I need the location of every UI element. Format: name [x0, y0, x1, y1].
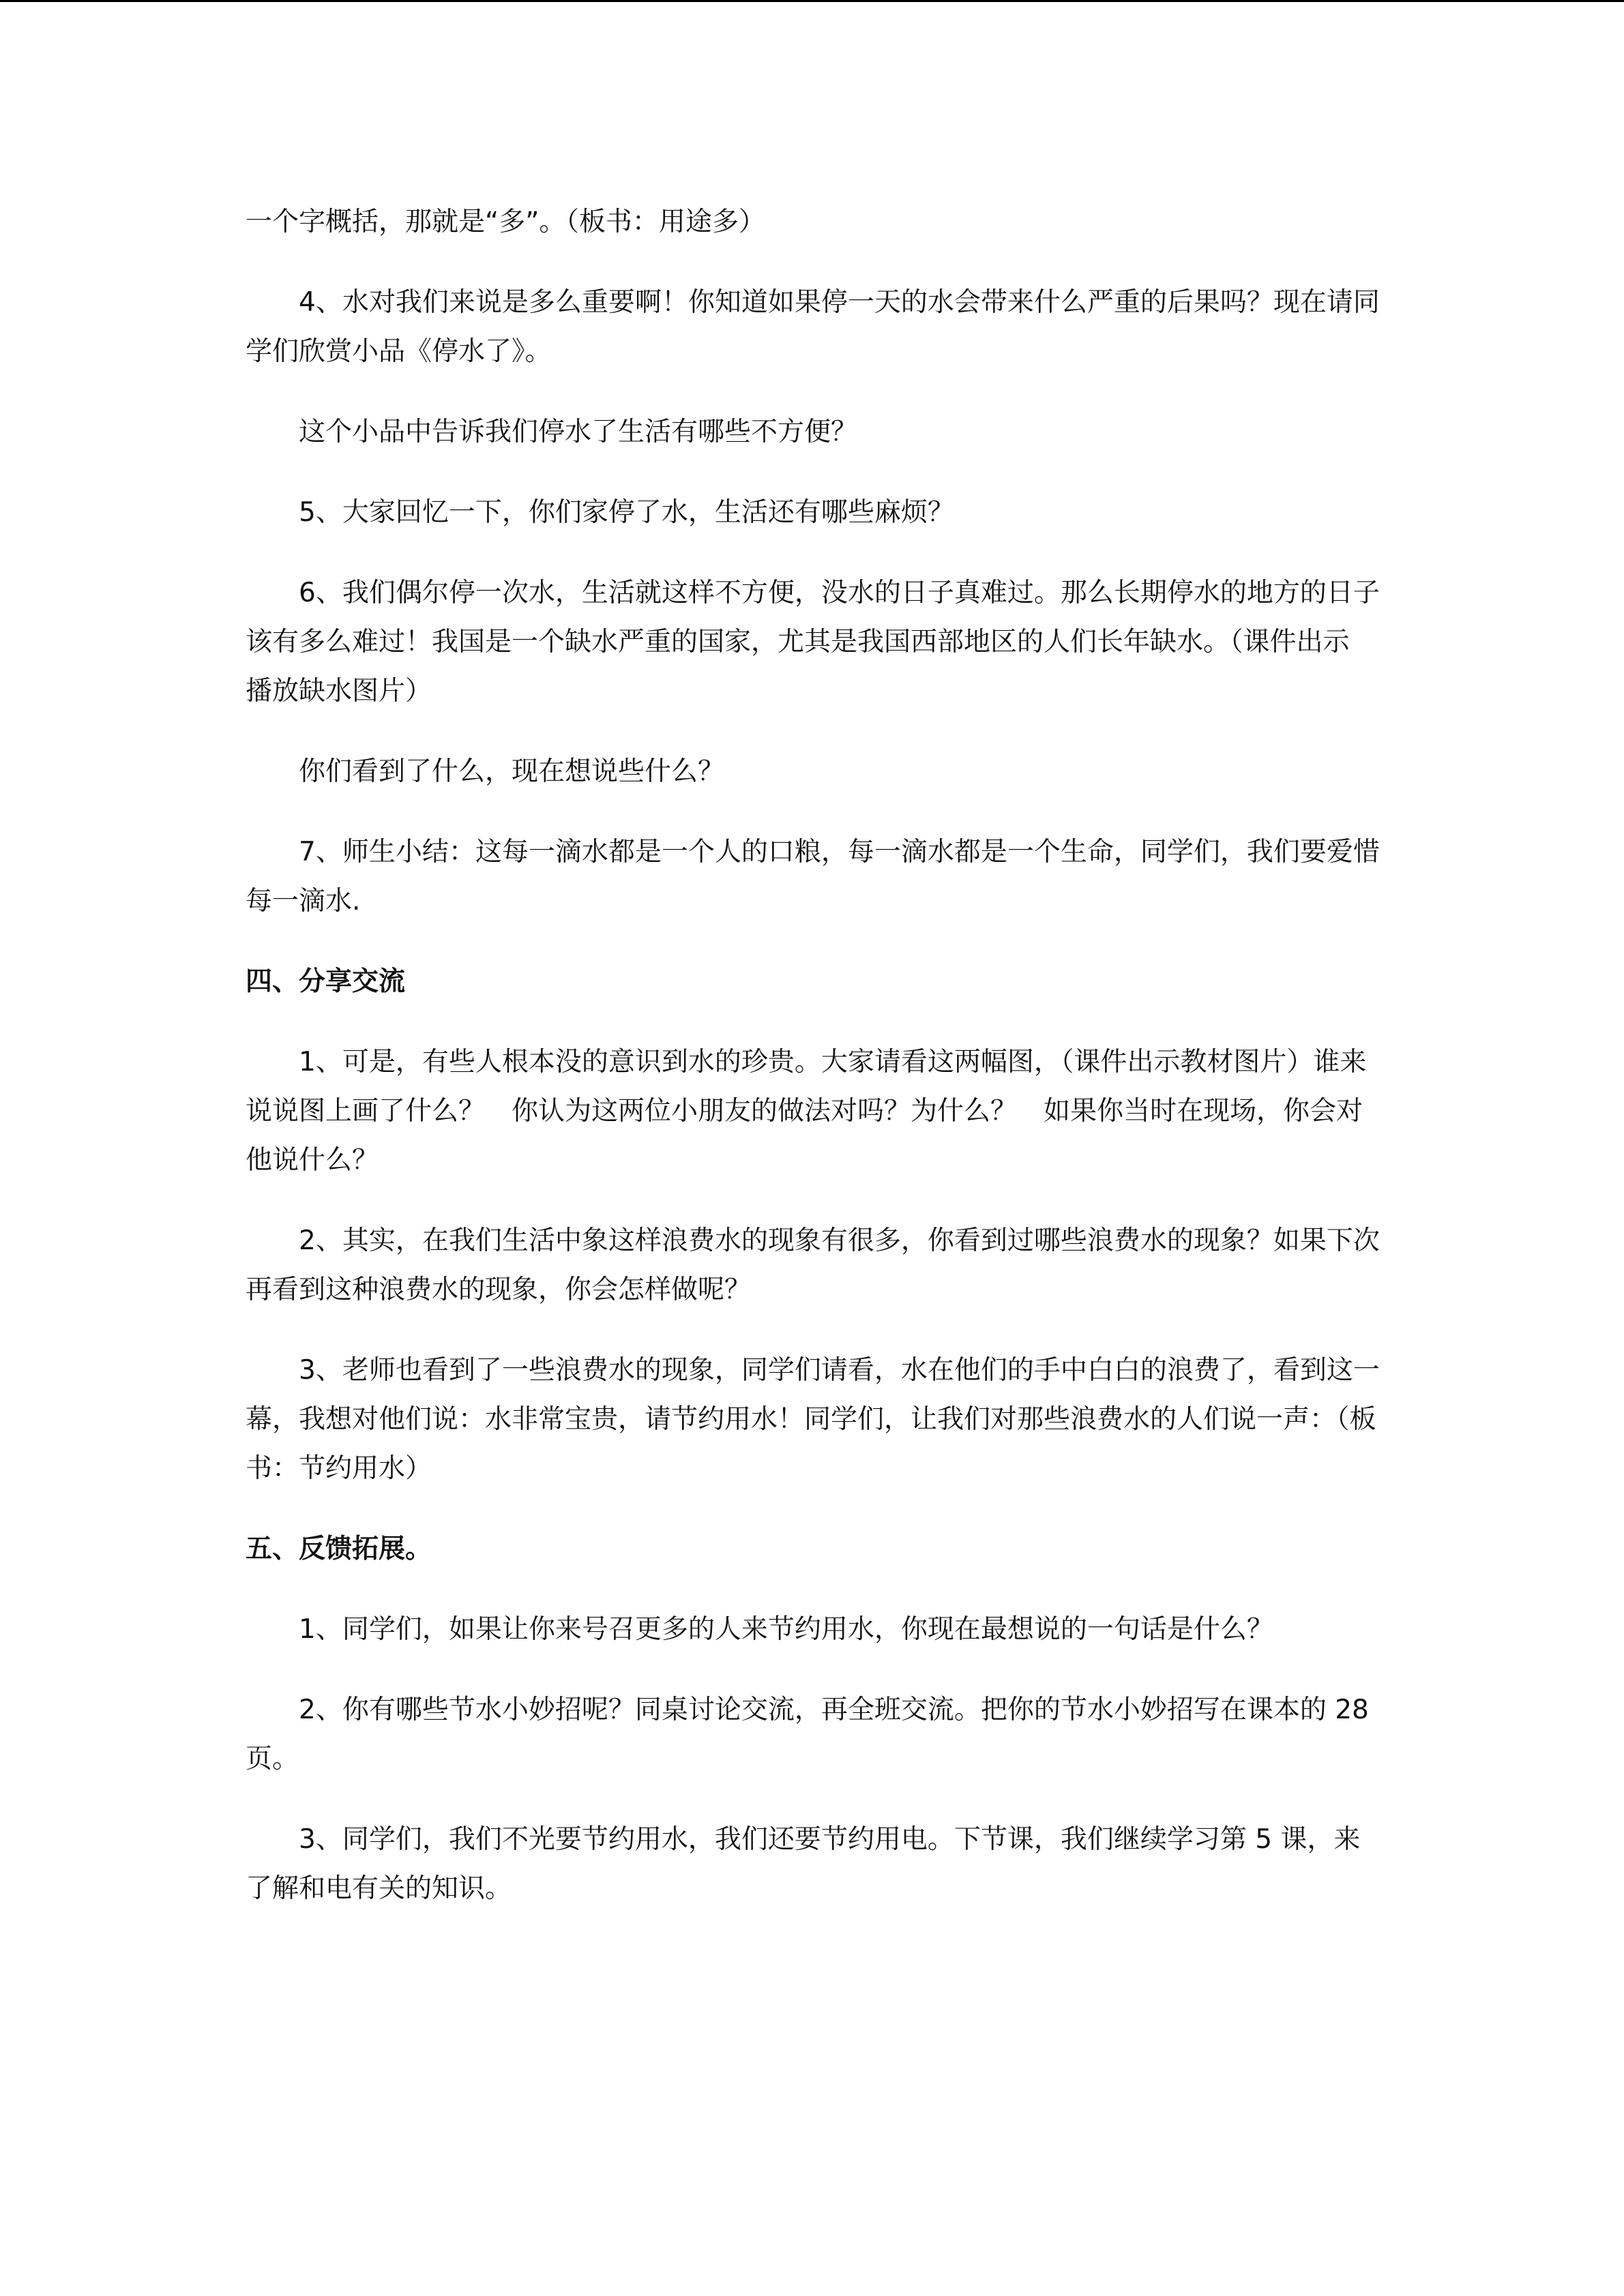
paragraph: 2、其实，在我们生活中象这样浪费水的现象有很多，你看到过哪些浪费水的现象？如果下次再看到这种浪费水的现象，你会怎样做呢？: [246, 1225, 1380, 1305]
paragraph: 一个字概括，那就是“多”。（板书：用途多）: [246, 207, 765, 237]
paragraph: 你们看到了什么，现在想说些什么？: [299, 756, 725, 787]
section-heading: 五、反馈拓展。: [246, 1534, 432, 1564]
paragraph: 1、同学们，如果让你来号召更多的人来节约用水，你现在最想说的一句话是什么？: [299, 1614, 1273, 1645]
paragraph: 这个小品中告诉我们停水了生活有哪些不方便？: [299, 417, 858, 447]
paragraph: 3、同学们，我们不光要节约用水，我们还要节约用电。下节课，我们继续学习第 5 课，来了解和电有关的知识。: [246, 1824, 1361, 1904]
page-top-border: [0, 0, 1624, 2]
document-page: [246, 198, 1381, 1945]
paragraph: 7、师生小结：这每一滴水都是一个人的口粮，每一滴水都是一个生命，同学们，我们要爱惜每一滴水.: [246, 837, 1380, 916]
paragraph: 1、可是，有些人根本没的意识到水的珍贵。大家请看这两幅图，（课件出示教材图片）谁来说说图上画了什么？ 你认为这两位小朋友的做法对吗？为什么？ 如果你当时在现场，你会对他说什么？: [246, 1047, 1367, 1176]
paragraph: 4、水对我们来说是多么重要啊！你知道如果停一天的水会带来什么严重的后果吗？现在请同学们欣赏小品《停水了》。: [246, 287, 1380, 367]
paragraph: 6、我们偶尔停一次水，生活就这样不方便，没水的日子真难过。那么长期停水的地方的日子该有多么难过！我国是一个缺水严重的国家，尤其是我国西部地区的人们长年缺水。（课件出示 播放缺水图片）: [246, 578, 1380, 706]
paragraph: 5、大家回忆一下，你们家停了水，生活还有哪些麻烦？: [299, 497, 954, 528]
paragraph: 3、老师也看到了一些浪费水的现象，同学们请看，水在他们的手中白白的浪费了，看到这一幕，我想对他们说：水非常宝贵，请节约用水！同学们，让我们对那些浪费水的人们说一声：（板书：节约用水）: [246, 1355, 1380, 1484]
paragraph: 2、你有哪些节水小妙招呢？同桌讨论交流，再全班交流。把你的节水小妙招写在课本的 28 页。: [246, 1695, 1369, 1774]
section-heading: 四、分享交流: [246, 966, 406, 997]
